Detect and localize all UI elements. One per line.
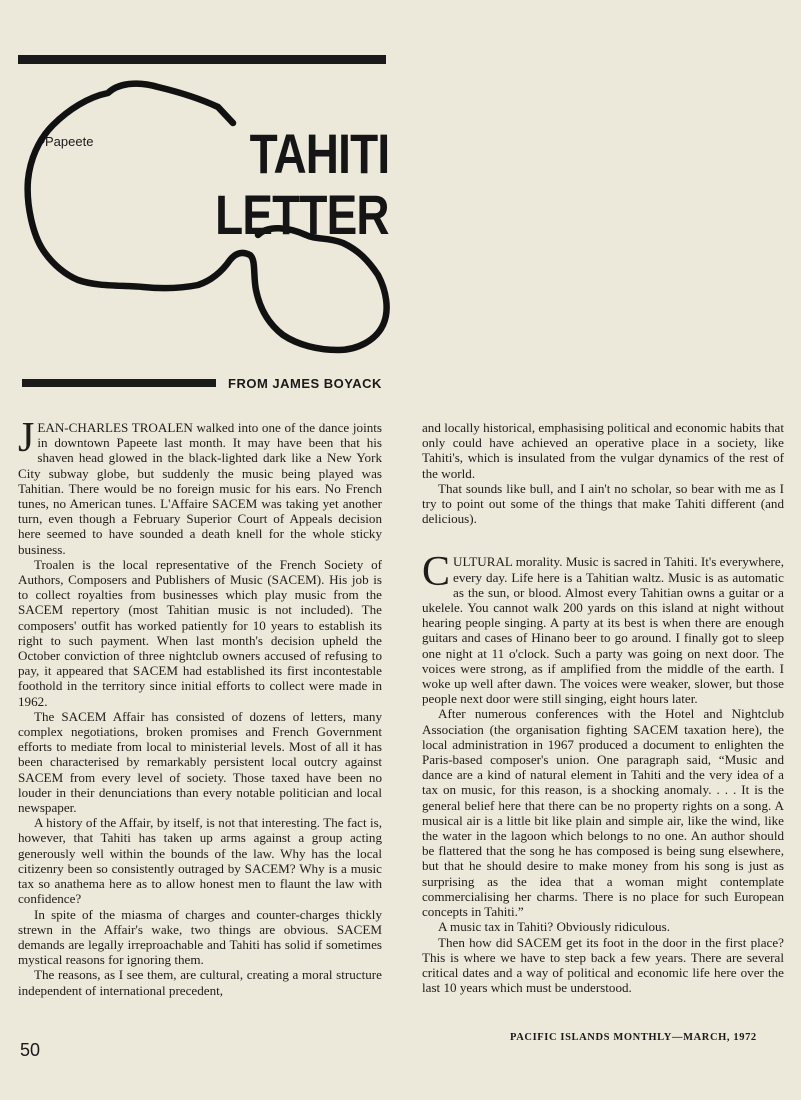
top-rule — [18, 55, 386, 64]
paragraph — [422, 549, 784, 707]
paragraph: Then how did SACEM get its foot in the door in the first place? This is where we have to step back a few years. There are several critical dates and a way of political and economic life here over the last 10 years which must be understood. — [422, 934, 784, 996]
title-line-2: LETTER — [215, 183, 389, 246]
paragraph: Troalen is the local representative of the French Society of Authors, Composers and Publishers of Music (SACEM). His job is to collect royalties from businesses which play music from the SACEM repertory (most Tahitian music is not included). The composers' outfit has worked patiently for 10 years to establish its right to such payment. When last month's decision upheld the October conviction of three nightclub owners accused of refusing to pay, it appeared that SACEM had established its first incontestable foothold in the territory since initial efforts to collect were made in 1962. — [18, 556, 382, 709]
section-gap — [422, 526, 784, 554]
paragraph: The reasons, as I see them, are cultural, creating a moral structure independent of international precedent, — [18, 967, 382, 998]
paragraph — [18, 415, 382, 557]
paragraph: The SACEM Affair has consisted of dozens of letters, many complex negotiations, broken promises and French Government efforts to mediate from local to ministerial levels. Most of all it has been characterised by remarkably persistent local outcry against SACEM from every level of society. Those taxed have been no louder in their denunciations than every notable politician and local newspaper. — [18, 708, 382, 816]
byline: FROM JAMES BOYACK — [228, 376, 382, 391]
drop-cap: C — [422, 549, 451, 596]
paragraph: and locally historical, emphasising political and economic habits that only could have achieved an operative place in a society, like Tahiti's, which is insulated from the vulgar dynamics of the rest of the world. — [422, 420, 784, 481]
article-column-left — [18, 415, 382, 998]
drop-cap: J — [18, 415, 35, 461]
paragraph: A history of the Affair, by itself, is not that interesting. The fact is, however, that Tahiti has taken up arms against a group acting generously well within the bounds of the law. Why has the local citizenry been so consistently outraged by SACEM? Why is a music tax so anathema here as to allow honest men to flaunt the law with confidence? — [18, 815, 382, 907]
title-line-1: TAHITI — [249, 122, 389, 185]
map-place-label: Papeete — [45, 134, 94, 149]
paragraph-text: EAN-CHARLES TROALEN walked into one of the dance joints in downtown Papeete last month. It may have been that his shaven head glowed in the black-lighted dark like a New York City subway globe, but suddenly the music being played was Tahitian. There would be no foreign music for his ears. No French tunes, no American tunes. L'Affaire SACEM was taking yet another turn, even though a February Superior Court of Appeals decision here seemed to have sounded a death knell for the whole sticky business. — [18, 420, 382, 557]
paragraph: In spite of the miasma of charges and counter-charges thickly strewn in the Affair's wake, two things are obvious. SACEM demands are legally irreproachable and Tahiti has solid if sometimes mystical reasons for ignoring them. — [18, 906, 382, 968]
paragraph-text: ULTURAL morality. Music is sacred in Tahiti. It's everywhere, every day. Life here is a Tahitian waltz. Music is as automatic as the sun, or blood. Almost every Tahitian owns a guitar or a ukelele. You cannot walk 200 yards on this island at night without hearing people singing. A party at its best is when there are enough guitars and cases of Hinano beer to go around. I finally got to sleep one night at 11 o'clock. Such a party was going on next door. The voices were strong, as if amplified from the middle of the earth. I woke up well after dawn. The voices were weaker, slower, but those people next door were still singing, eight hours later. — [422, 554, 784, 707]
page-number: 50 — [20, 1040, 41, 1060]
article-column-right — [422, 420, 784, 995]
paragraph: A music tax in Tahiti? Obviously ridiculous. — [438, 919, 670, 935]
paragraph: After numerous conferences with the Hotel and Nightclub Association (the organisation fighting SACEM taxation here), the local administration in 1967 produced a document to enlighten the Paris-based composer's union. One paragraph said, “Music and dance are a kind of natural element in Tahiti and the very idea of a tax on music, for this reason, is a shocking anomaly. . . . It is the general belief here that there can be no property rights on a song. A musical air is a little bit like plain and simple air, like the wind, like the water in the lagoon which belongs to no one. An author should be flattered that the song he has composed is being sung elsewhere, but that he should desire to make money from his song is just as surprising as the idea that a woman might contemplate commercialising her charms. There is no place for such European concepts in Tahiti.” — [422, 706, 784, 920]
byline-rule — [22, 379, 216, 387]
paragraph: That sounds like bull, and I ain't no scholar, so bear with me as I try to point out some of the things that make Tahiti different (and delicious). — [422, 480, 784, 527]
publication-footer: PACIFIC ISLANDS MONTHLY—MARCH, 1972 — [510, 1032, 757, 1043]
